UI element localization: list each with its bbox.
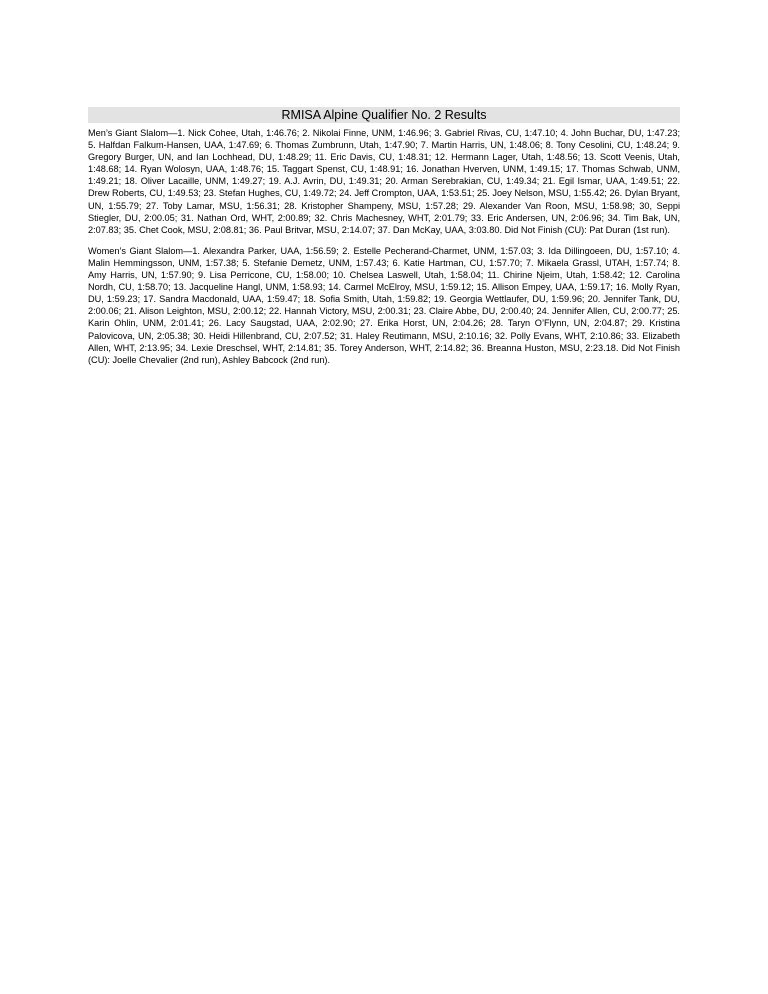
- womens-giant-slalom-results: Women’s Giant Slalom—1. Alexandra Parker, UAA, 1:56.59; 2. Estelle Pecherand-Charmet, UNM, 1:57.03; 3. Ida Dillingoeen, DU, 1:57.10; 4. Malin Hemmingsson, UNM, 1:57.38; 5. Stefanie Demetz, UNM, 1:57.43; 6. Katie Hartman, CU, 1:57.70; 7. Mikaela Grassl, UTAH, 1:57.74; 8. Amy Harris, UN, 1:57.90; 9. Lisa Perricone, CU, 1:58.00; 10. Chelsea Laswell, Utah, 1:58.04; 11. Chirine Njeim, Utah, 1:58.42; 12. Carolina Nordh, CU, 1:58.70; 13. Jacqueline Hangl, UNM, 1:58.93; 14. Carmel McElroy, MSU, 1:59.12; 15. Allison Empey, UAA, 1:59.17; 16. Molly Ryan, DU, 1:59.23; 17. Sandra Macdonald, UAA, 1:59.47; 18. Sofia Smith, Utah, 1:59.82; 19. Georgia Wettlaufer, DU, 1:59.96; 20. Jennifer Tank, DU, 2:00.06; 21. Alison Leighton, MSU, 2:00.12; 22. Hannah Victory, MSU, 2:00.31; 23. Claire Abbe, DU, 2:00.40; 24. Jennifer Allen, CU, 2:00.77; 25. Karin Ohlin, UNM, 2:01.41; 26. Lacy Saugstad, UAA, 2:02.90; 27. Erika Horst, UN, 2:04.26; 28. Taryn O’Flynn, UN, 2:04.87; 29. Kristina Palovicova, UN, 2:05.38; 30. Heidi Hillenbrand, CU, 2:07.52; 31. Haley Reutimann, MSU, 2:10.16; 32. Polly Evans, WHT, 2:10.86; 33. Elizabeth Allen, WHT, 2:13.95; 34. Lexie Dreschsel, WHT, 2:14.81; 35. Torey Anderson, WHT, 2:14.82; 36. Breanna Huston, MSU, 2:23.18. Did Not Finish (CU): Joelle Chevalier (2nd run), Ashley Babcock (2nd run).: [88, 245, 680, 365]
- document-title: RMISA Alpine Qualifier No. 2 Results: [88, 107, 680, 123]
- mens-giant-slalom-results: Men’s Giant Slalom—1. Nick Cohee, Utah, 1:46.76; 2. Nikolai Finne, UNM, 1:46.96; 3. Gabriel Rivas, CU, 1:47.10; 4. John Buchar, DU, 1:47.23; 5. Halfdan Falkum-Hansen, UAA, 1:47.69; 6. Thomas Zumbrunn, Utah, 1:47.90; 7. Martin Harris, UN, 1:48.06; 8. Tony Cesolini, CU, 1:48.24; 9. Gregory Burger, UN, and Ian Lochhead, DU, 1:48.29; 11. Eric Davis, CU, 1:48.31; 12. Hermann Lager, Utah, 1:48.56; 13. Scott Veenis, Utah, 1:48.68; 14. Ryan Wolosyn, UAA, 1:48.76; 15. Taggart Spenst, CU, 1:48.91; 16. Jonathan Hverven, UNM, 1:49.15; 17. Thomas Schwab, UNM, 1:49.21; 18. Oliver Lacaille, UNM, 1:49.27; 19. A.J. Avrin, DU, 1:49.31; 20. Arman Serebrakian, CU, 1:49.34; 21. Egil Ismar, UAA, 1:49.51; 22. Drew Roberts, CU, 1:49.53; 23. Stefan Hughes, CU, 1:49.72; 24. Jeff Crompton, UAA, 1:53.51; 25. Joey Nelson, MSU, 1:55.42; 26. Dylan Bryant, UN, 1:55.79; 27. Toby Lamar, MSU, 1:56.31; 28. Kristopher Shampeny, MSU, 1:57.28; 29. Alexander Van Roon, MSU, 1:58.98; 30, Seppi Stiegler, DU, 2:00.05; 31. Nathan Ord, WHT, 2:00.89; 32. Chris Machesney, WHT, 2:01.79; 33. Eric Andersen, UN, 2:06.96; 34. Tim Bak, UN, 2:07.83; 35. Chet Cook, MSU, 2:08.81; 36. Paul Britvar, MSU, 2:14.07; 37. Dan McKay, UAA, 3:03.80. Did Not Finish (CU): Pat Duran (1st run).: [88, 128, 680, 235]
- document-page: [88, 107, 680, 375]
